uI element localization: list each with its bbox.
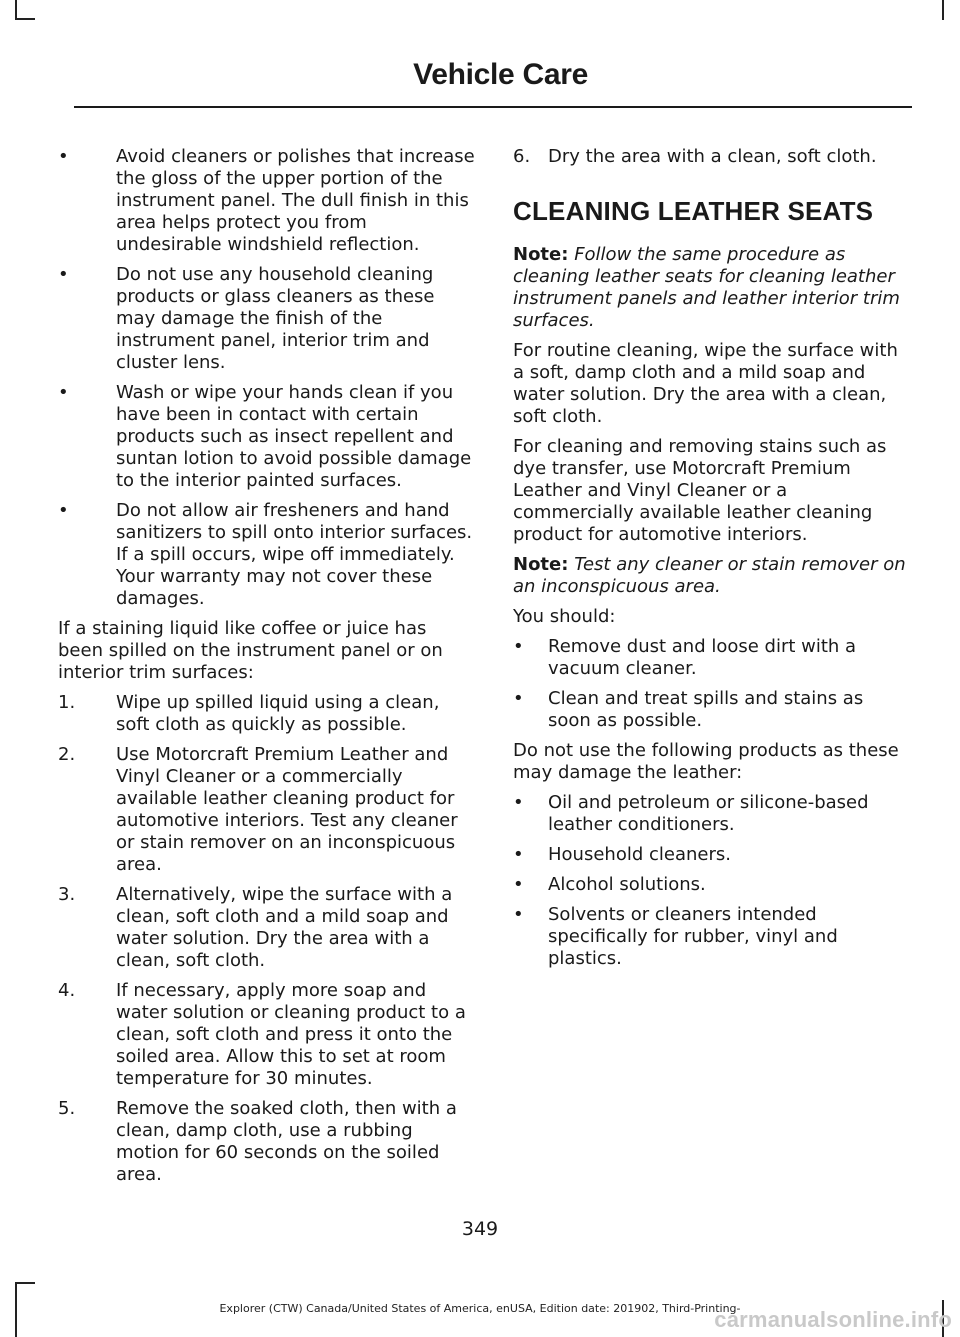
section-heading: CLEANING LEATHER SEATS — [513, 196, 874, 226]
bullet-marker: • — [513, 874, 524, 895]
paragraph: For routine cleaning, wipe the surface with a soft, damp cloth and a mild soap and water solution. Dry the area with a clean, soft cloth. — [513, 340, 898, 427]
bullet-marker: • — [513, 904, 524, 925]
list-item-text: Remove dust and loose dirt with a vacuum cleaner. — [548, 636, 857, 679]
note — [513, 244, 909, 332]
list-item-text: Clean and treat spills and stains as soon as possible. — [548, 688, 864, 731]
step-item — [58, 884, 476, 972]
list-item — [513, 904, 909, 970]
list-item-text: Do not allow air fresheners and hand sanitizers to spill onto interior surfaces. If a spill occurs, wipe off immediately. Your warranty may not cover these damages. — [116, 500, 473, 609]
step-text: If necessary, apply more soap and water solution or cleaning product to a clean, soft cloth and press it onto the soiled area. Allow this to set at room temperature for 30 minutes. — [116, 980, 466, 1089]
footer-text: Explorer (CTW) Canada/United States of America, enUSA, Edition date: 201902, Third-Printing- — [219, 1302, 741, 1315]
step-item — [513, 146, 909, 168]
list-item — [513, 874, 909, 896]
list-item — [513, 636, 909, 680]
intro-paragraph: If a staining liquid like coffee or juice has been spilled on the instrument panel or on interior trim surfaces: — [58, 618, 443, 683]
note — [513, 554, 909, 598]
page-number: 349 — [461, 1218, 499, 1240]
right-column — [513, 146, 909, 978]
list-item — [513, 792, 909, 836]
bullet-marker: • — [513, 636, 524, 657]
note-text: Follow the same procedure as cleaning leather seats for cleaning leather instrument panels and leather interior trim surfaces. — [513, 244, 900, 331]
crop-mark — [15, 18, 35, 20]
bullet-marker: • — [513, 844, 524, 865]
paragraph: You should: — [513, 606, 616, 627]
crop-mark — [15, 1282, 35, 1284]
list-item-text: Oil and petroleum or silicone-based leather conditioners. — [548, 792, 869, 835]
list-item-text: Solvents or cleaners intended specifically for rubber, vinyl and plastics. — [548, 904, 838, 969]
step-item — [58, 744, 476, 876]
step-text: Use Motorcraft Premium Leather and Vinyl Cleaner or a commercially available leather cleaning product for automotive interiors. Test any cleaner or stain remover on an inconspicuous area. — [116, 744, 458, 875]
crop-mark — [15, 0, 17, 20]
step-number: 4. — [58, 980, 76, 1001]
paragraph: For cleaning and removing stains such as dye transfer, use Motorcraft Premium Leather and Vinyl Cleaner or a commercially available leather cleaning product for automotive interiors. — [513, 436, 887, 545]
step-item — [58, 980, 476, 1090]
step-item — [58, 692, 476, 736]
header-rule — [74, 106, 912, 108]
step-text: Alternatively, wipe the surface with a clean, soft cloth and a mild soap and water solution. Dry the area with a clean, soft cloth. — [116, 884, 453, 971]
step-number: 1. — [58, 692, 76, 713]
list-item — [513, 688, 909, 732]
list-item — [58, 382, 476, 492]
list-item — [58, 146, 476, 256]
bullet-marker: • — [58, 146, 69, 167]
list-item-text: Do not use any household cleaning products or glass cleaners as these may damage the finish of the instrument panel, interior trim and cluster lens. — [116, 264, 435, 373]
bullet-marker: • — [513, 792, 524, 813]
bullet-marker: • — [58, 382, 69, 403]
bullet-marker: • — [513, 688, 524, 709]
step-text: Dry the area with a clean, soft cloth. — [548, 146, 877, 167]
step-number: 2. — [58, 744, 76, 765]
step-number: 3. — [58, 884, 76, 905]
step-number: 6. — [513, 146, 531, 167]
note-label: Note: — [513, 244, 569, 265]
crop-mark — [942, 0, 944, 20]
list-item-text: Wash or wipe your hands clean if you have been in contact with certain products such as insect repellent and suntan lotion to avoid possible damage to the interior painted surfaces. — [116, 382, 472, 491]
step-item — [58, 1098, 476, 1186]
bullet-marker: • — [58, 500, 69, 521]
paragraph: Do not use the following products as these may damage the leather: — [513, 740, 899, 783]
step-text: Wipe up spilled liquid using a clean, soft cloth as quickly as possible. — [116, 692, 440, 735]
page-title: Vehicle Care — [413, 58, 588, 91]
list-item-text: Alcohol solutions. — [548, 874, 706, 895]
watermark: carmanualsonline.info — [714, 1307, 952, 1332]
note-text: Test any cleaner or stain remover on an inconspicuous area. — [513, 554, 906, 597]
step-number: 5. — [58, 1098, 76, 1119]
list-item-text: Household cleaners. — [548, 844, 731, 865]
step-text: Remove the soaked cloth, then with a clean, damp cloth, use a rubbing motion for 60 seconds on the soiled area. — [116, 1098, 457, 1185]
list-item — [513, 844, 909, 866]
list-item-text: Avoid cleaners or polishes that increase the gloss of the upper portion of the instrument panel. The dull finish in this area helps protect you from undesirable windshield reflection. — [116, 146, 475, 255]
list-item — [58, 264, 476, 374]
left-column — [58, 146, 476, 1194]
list-item — [58, 500, 476, 610]
note-label: Note: — [513, 554, 569, 575]
bullet-marker: • — [58, 264, 69, 285]
